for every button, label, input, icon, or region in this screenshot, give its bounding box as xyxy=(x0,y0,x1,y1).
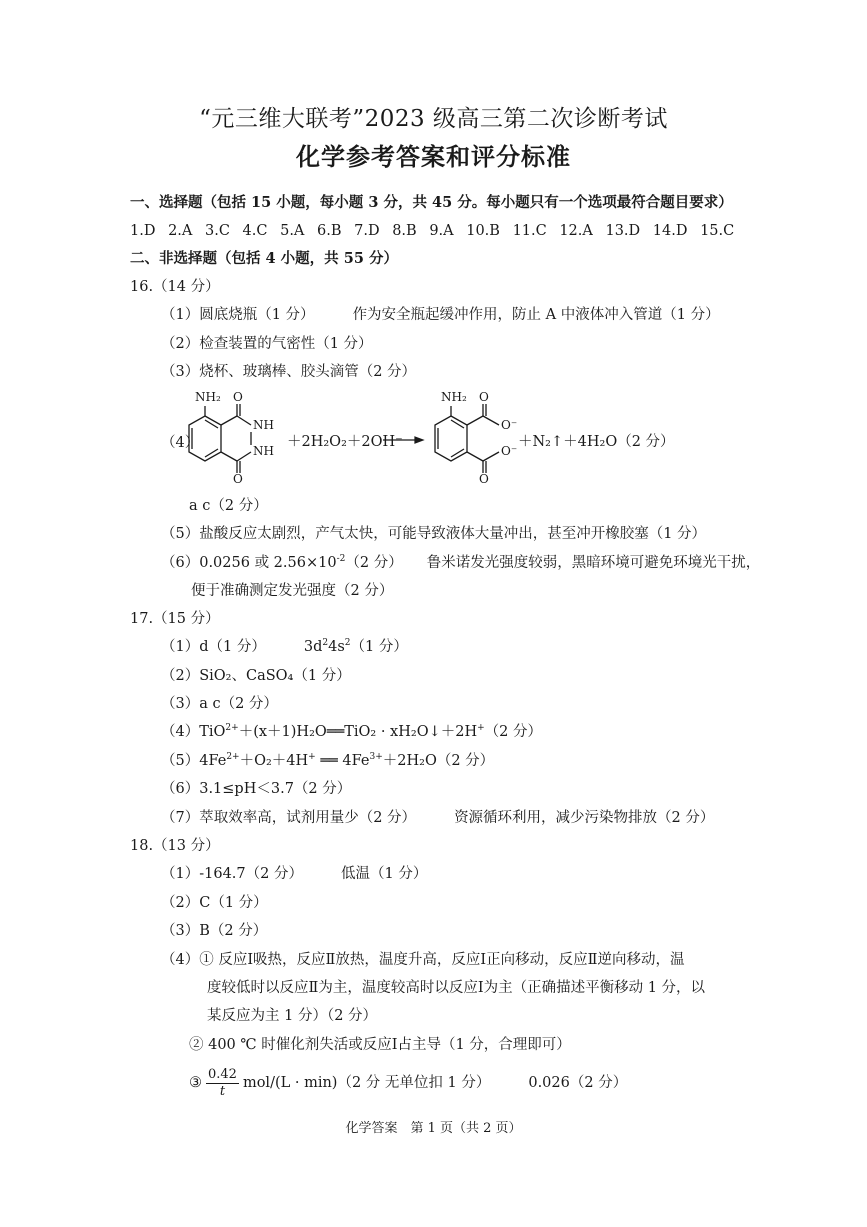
q17-part2: （2）SiO₂、CaSO₄（1 分） xyxy=(161,668,351,684)
page-footer: 化学答案 第 1 页（共 2 页） xyxy=(345,1121,522,1136)
q18-part4-c: 某反应为主 1 分）（2 分） xyxy=(207,1008,378,1024)
nh-label: NH xyxy=(253,418,274,432)
score: （2 分） xyxy=(484,724,542,740)
mc-answer: 12.A xyxy=(559,223,593,239)
mc-answer: 1.D xyxy=(130,223,156,239)
q16-part1 xyxy=(161,305,720,325)
q16-part4-label: （4） xyxy=(161,435,200,451)
q17-part5 xyxy=(161,751,494,771)
q16-part2: （2）检查装置的气密性（1 分） xyxy=(161,336,373,352)
carbonyl-o-label: O xyxy=(233,472,243,486)
section1-heading: 一、选择题（包括 15 小题，每小题 3 分，共 45 分。每小题只有一个选项最符合题目要求） xyxy=(130,194,733,211)
nh-label: NH xyxy=(253,444,274,458)
mc-answer: 6.B xyxy=(317,223,342,239)
q16-part5: （5）盐酸反应太剧烈，产气太快，可能导致液体大量冲出，甚至冲开橡胶塞（1 分） xyxy=(161,526,707,542)
electron-config: 4s xyxy=(328,639,345,655)
q16-part6-a: （6）0.0256 或 2.56×10 xyxy=(161,555,337,571)
equation-part: ＋2H₂O（2 分） xyxy=(382,753,495,769)
equation-part: ＋(x＋1)H₂O══TiO₂ · xH₂O↓＋2H xyxy=(238,724,478,740)
q18-part1-b: 低温（1 分） xyxy=(340,866,428,882)
q17-part1 xyxy=(161,637,408,657)
superscript: + xyxy=(308,752,316,763)
superscript: 2 xyxy=(344,638,351,649)
luminol-molecule xyxy=(189,404,251,473)
q18-part2: （2）C（1 分） xyxy=(161,895,268,911)
q18-part4-d: ② 400 ℃ 时催化剂失活或反应Ⅰ占主导（1 分，合理即可） xyxy=(189,1037,571,1053)
mc-answer: 14.D xyxy=(652,223,688,239)
q16-part1-b: 作为安全瓶起缓冲作用，防止 A 中液体冲入管道（1 分） xyxy=(352,307,720,323)
superscript: 2+ xyxy=(226,752,240,763)
equation-part: ＋O₂＋4H xyxy=(239,753,309,769)
mc-answer: 9.A xyxy=(429,223,454,239)
q16-part6-score: （2 分） xyxy=(345,555,403,571)
section2-heading: 二、非选择题（包括 4 小题，共 55 分） xyxy=(130,250,398,267)
q16-heading: 16.（14 分） xyxy=(130,279,220,295)
q17-heading: 17.（15 分） xyxy=(130,611,220,627)
mc-answer: 11.C xyxy=(512,223,547,239)
amine-label-left: NH₂ xyxy=(195,390,221,404)
q18-part1 xyxy=(161,864,427,884)
rate-unit: mol/(L · min)（2 分 无单位扣 1 分） xyxy=(242,1075,491,1091)
q17-part6: （6）3.1≤pH＜3.7（2 分） xyxy=(161,781,352,797)
mc-answer-row xyxy=(130,221,742,241)
exam-subtitle: 化学参考答案和评分标准 xyxy=(296,142,571,171)
q18-part1-a: （1）-164.7（2 分） xyxy=(161,866,303,882)
fraction xyxy=(206,1067,239,1100)
circled-3: ③ xyxy=(189,1075,202,1091)
mc-answer: 4.C xyxy=(242,223,268,239)
q17-part7 xyxy=(161,808,714,828)
mc-answer: 15.C xyxy=(700,223,735,239)
q16-part6-c: 便于准确测定发光强度（2 分） xyxy=(191,583,394,599)
q16-part6-b: 鲁米诺发光强度较弱，黑暗环境可避免环境光干扰， xyxy=(426,555,761,571)
mc-answer: 10.B xyxy=(466,223,500,239)
exponent: -2 xyxy=(336,554,346,565)
carboxylate-ominus-label: O⁻ xyxy=(501,418,518,432)
q18-part4-e xyxy=(189,1066,627,1100)
superscript: 2 xyxy=(322,638,329,649)
mc-answer: 3.C xyxy=(205,223,230,239)
equation-part: （5）4Fe xyxy=(161,753,227,769)
q16-part4-ac: a c（2 分） xyxy=(189,498,268,514)
q17-part7-b: 资源循环利用，减少污染物排放（2 分） xyxy=(454,810,715,826)
amine-label-right: NH₂ xyxy=(441,390,467,404)
q17-part1-a: （1）d（1 分） xyxy=(161,639,266,655)
carbonyl-o-label: O xyxy=(233,390,243,404)
carboxylate-o-label: O xyxy=(479,390,489,404)
q16-part3: （3）烧杯、玻璃棒、胶头滴管（2 分） xyxy=(161,364,417,380)
q17-part4 xyxy=(161,722,542,742)
q17-part3: （3）a c（2 分） xyxy=(161,696,278,712)
products-text: ＋N₂↑＋4H₂O（2 分） xyxy=(518,434,675,450)
mc-answer: 7.D xyxy=(354,223,380,239)
superscript: 2+ xyxy=(225,723,239,734)
reagents-text: ＋2H₂O₂＋2OH⁻ xyxy=(287,434,403,450)
mc-answer: 13.D xyxy=(605,223,641,239)
electron-config: 3d xyxy=(303,639,323,655)
aminophthalate-molecule xyxy=(435,404,499,473)
equation-part: （4）TiO xyxy=(161,724,226,740)
q18-heading: 18.（13 分） xyxy=(130,838,220,854)
q18-part4-e-value: 0.026（2 分） xyxy=(528,1075,628,1091)
q16-part1-a: （1）圆底烧瓶（1 分） xyxy=(161,307,315,323)
luminol-reaction-equation xyxy=(161,388,761,488)
superscript: + xyxy=(477,723,485,734)
equation-part: ══ 4Fe xyxy=(315,753,370,769)
q16-part6 xyxy=(161,553,760,573)
mc-answer: 2.A xyxy=(168,223,193,239)
superscript: 3+ xyxy=(369,752,383,763)
fraction-denominator: t xyxy=(219,1083,226,1099)
score: （1 分） xyxy=(350,639,408,655)
fraction-numerator: 0.42 xyxy=(208,1066,237,1082)
q17-part7-a: （7）萃取效率高，试剂用量少（2 分） xyxy=(161,810,417,826)
carboxylate-ominus-label: O⁻ xyxy=(501,444,518,458)
mc-answer: 8.B xyxy=(392,223,417,239)
q18-part4-b: 度较低时以反应Ⅱ为主，温度较高时以反应Ⅰ为主（正确描述平衡移动 1 分，以 xyxy=(207,980,706,996)
q18-part3: （3）B（2 分） xyxy=(161,923,268,939)
exam-title: “元三维大联考”2023 级高三第二次诊断考试 xyxy=(199,106,668,132)
carboxylate-o-label: O xyxy=(479,472,489,486)
mc-answer: 5.A xyxy=(280,223,305,239)
q18-part4-a: （4）① 反应Ⅰ吸热，反应Ⅱ放热，温度升高，反应Ⅰ正向移动，反应Ⅱ逆向移动，温 xyxy=(161,952,685,968)
